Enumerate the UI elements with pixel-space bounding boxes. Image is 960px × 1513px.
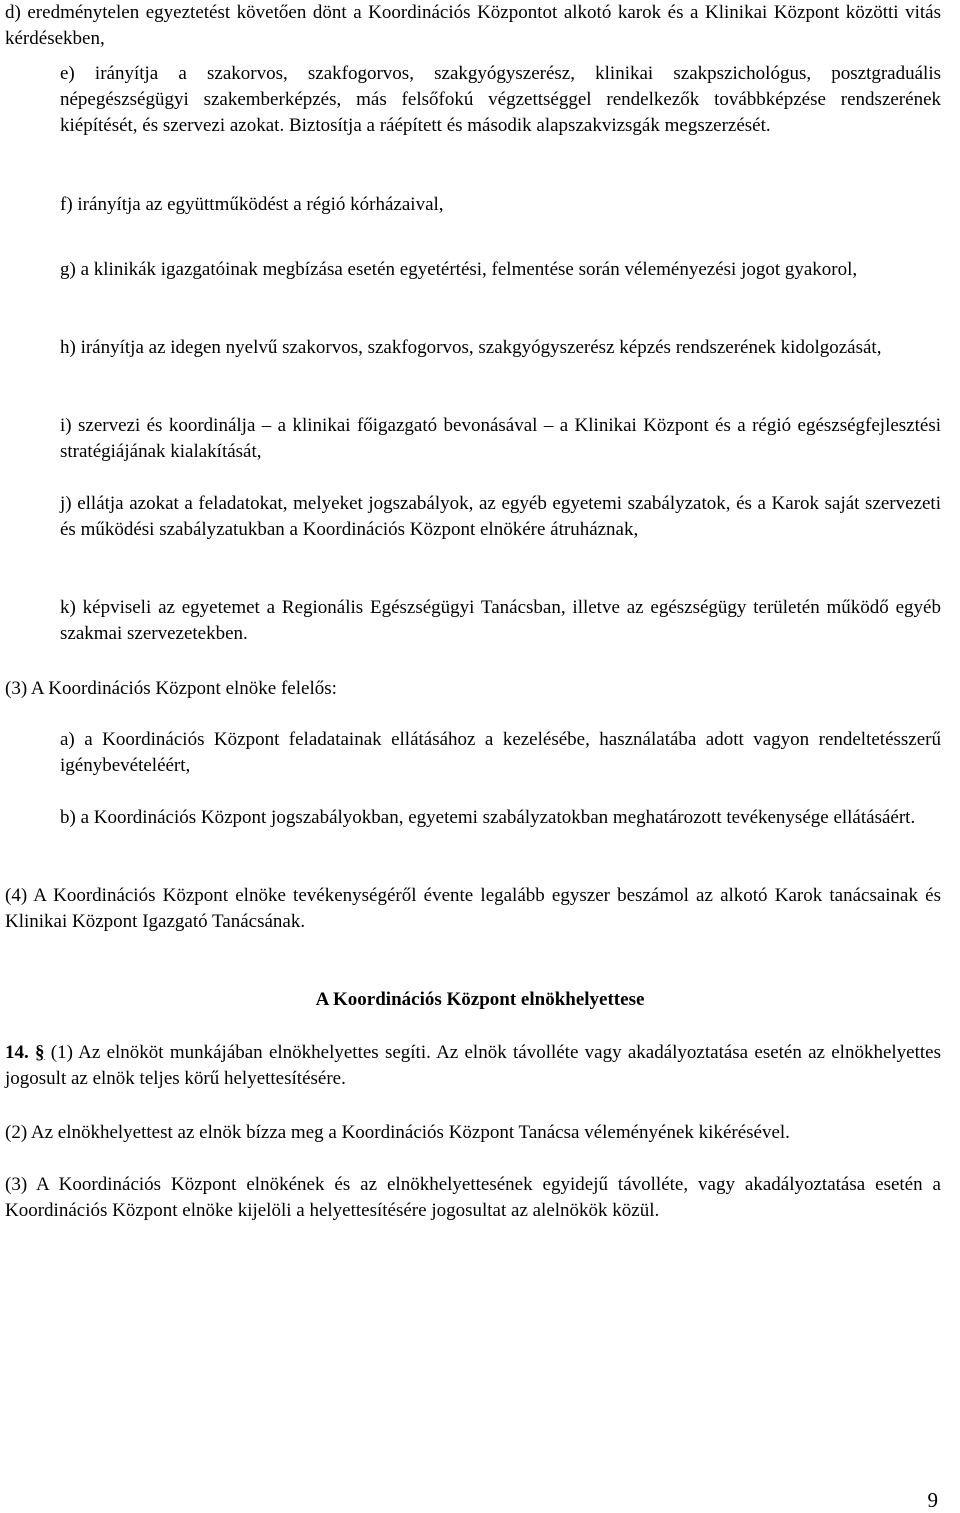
- section-4: (4) A Koordinációs Központ elnöke tevékenységéről évente legalább egyszer beszámol az alkotó Karok tanácsainak és Klinikai Központ Igazgató Tanácsának.: [5, 885, 941, 932]
- item-i: i) szervezi és koordinálja – a klinikai főigazgató bevonásával – a Klinikai Központ és a régió egészségfejlesztési stratégiájának kialakítását,: [60, 415, 941, 462]
- page-number: 9: [927, 1488, 938, 1512]
- section-heading: A Koordinációs Központ elnökhelyettese: [315, 989, 645, 1010]
- item-g: g) a klinikák igazgatóinak megbízása esetén egyetértési, felmentése során véleményezési jogot gyakorol,: [60, 259, 858, 280]
- section-3-intro: (3) A Koordinációs Központ elnöke felelős:: [5, 678, 337, 699]
- article-14-paragraph-1: [5, 1040, 941, 1092]
- item-d: d) eredménytelen egyeztetést követően dönt a Koordinációs Központot alkotó karok és a Klinikai Központ közötti vitás kérdésekben,: [5, 2, 941, 49]
- item-e: e) irányítja a szakorvos, szakfogorvos, szakgyógyszerész, klinikai szakpszichológus, posztgraduális népegészségügyi szakemberképzés, más felsőfokú végzettséggel rendelkezők továbbképzése rendszerének kiépítését, és szervezi azokat. Biztosítja a ráépített és második alapszakvizsgák megszerzését.: [60, 63, 941, 136]
- item-j: j) ellátja azokat a feladatokat, melyeket jogszabályok, az egyéb egyetemi szabályzatok, és a Karok saját szervezeti és működési szabályzatukban a Koordinációs Központ elnökére átruháznak,: [60, 493, 941, 540]
- section-3-item-b: b) a Koordinációs Központ jogszabályokban, egyetemi szabályzatokban meghatározott tevékenysége ellátásáért.: [60, 807, 916, 828]
- article-14-paragraph-2: (2) Az elnökhelyettest az elnök bízza meg a Koordinációs Központ Tanácsa véleményének kikérésével.: [5, 1122, 790, 1143]
- item-h: h) irányítja az idegen nyelvű szakorvos, szakfogorvos, szakgyógyszerész képzés rendszerének kidolgozását,: [60, 337, 882, 358]
- section-3-item-a: a) a Koordinációs Központ feladatainak ellátásához a kezelésébe, használatába adott vagyon rendeltetésszerű igénybevételéért,: [60, 729, 941, 776]
- item-k: k) képviseli az egyetemet a Regionális Egészségügyi Tanácsban, illetve az egészségügy területén működő egyéb szakmai szervezetekben.: [60, 597, 941, 644]
- item-f: f) irányítja az együttműködést a régió kórházaival,: [60, 194, 444, 215]
- article-14-paragraph-3: (3) A Koordinációs Központ elnökének és az elnökhelyettesének egyidejű távolléte, vagy akadályoztatása esetén a Koordinációs Központ elnöke kijelöli a helyettesítésére jogosultat az alelnökök közül.: [5, 1174, 941, 1221]
- section-mark: §: [35, 1042, 45, 1063]
- article-number: 14.: [5, 1042, 29, 1063]
- article-14-p1-text: (1) Az elnököt munkájában elnökhelyettes segíti. Az elnök távolléte vagy akadályoztatása esetén az elnökhelyettes jogosult az elnök teljes körű helyettesítésére.: [5, 1042, 941, 1089]
